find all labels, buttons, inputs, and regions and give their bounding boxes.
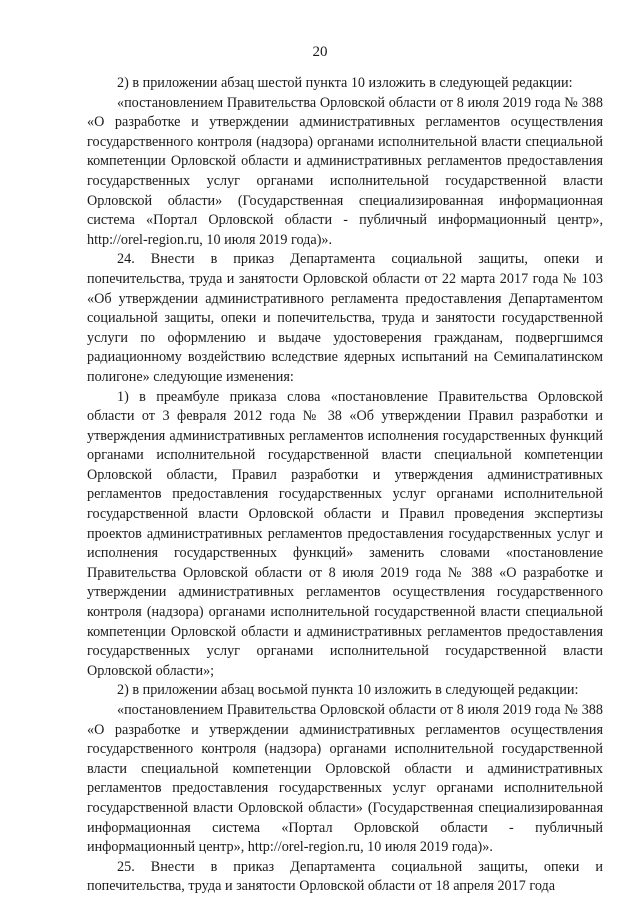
paragraph: «постановлением Правительства Орловской области от 8 июля 2019 года № 388 «О разработке и утверждении административных регламентов осуществления государственного контроля (надзора) органами исполнительной власти специальной компетенции Орловской области и административных регламентов предоставления государственных услуг органами исполнительной государственной власти Орловской области» (Государственная специализированная информационная система «Портал Орловской области - публичный информационный центр», http://orel-region.ru, 10 июля 2019 года)». — [87, 94, 603, 248]
paragraph: 25. Внести в приказ Департамента социальной защиты, опеки и попечительства, труда и занятости Орловской области от 18 апреля 2017 года — [87, 858, 603, 895]
paragraph: 1) в преамбуле приказа слова «постановление Правительства Орловской области от 3 февраля 2012 года № 38 «Об утверждении Правил разработки и утверждения административных регламентов исполнения государственных функций органами исполнительной государственной власти специальной компетенции Орловской области, Правил разработки и утверждения административных регламентов предоставления государственных услуг органами исполнительной государственной власти Орловской области и Правил проведения экспертизы проектов административных регламентов предоставления государственных услуг и исполнения государственных функций» заменить словами «постановление Правительства Орловской области от 8 июля 2019 года № 388 «О разработке и утверждении административных регламентов осуществления государственного контроля (надзора) органами исполнительной государственной власти специальной компетенции Орловской области и административных регламентов предоставления государственных услуг органами исполнительной государственной власти Орловской области»; — [87, 388, 603, 679]
page-number: 20 — [312, 44, 328, 60]
paragraph: «постановлением Правительства Орловской области от 8 июля 2019 года № 388 «О разработке и утверждении административных регламентов осуществления государственного контроля (надзора) органами исполнительной государственной власти специальной компетенции Орловской области и административных регламентов предоставления государственных услуг органами исполнительной государственной власти Орловской области» (Государственная специализированная информационная система «Портал Орловской области - публичный информационный центр», http://orel-region.ru, 10 июля 2019 года)». — [87, 702, 603, 856]
document-body — [87, 74, 603, 897]
paragraph: 2) в приложении абзац шестой пункта 10 изложить в следующей редакции: — [117, 75, 573, 91]
paragraph: 2) в приложении абзац восьмой пункта 10 изложить в следующей редакции: — [117, 682, 579, 699]
paragraph: 24. Внести в приказ Департамента социальной защиты, опеки и попечительства, труда и занятости Орловской области от 22 марта 2017 года № 103 «Об утверждении административного регламента предоставления Департаментом социальной защиты, опеки и попечительства, труда и занятости государственной услуги по оформлению и выдаче удостоверения гражданам, подвергшимся радиационному воздействию вследствие ядерных испытаний на Семипалатинском полигоне» следующие изменения: — [87, 251, 603, 385]
